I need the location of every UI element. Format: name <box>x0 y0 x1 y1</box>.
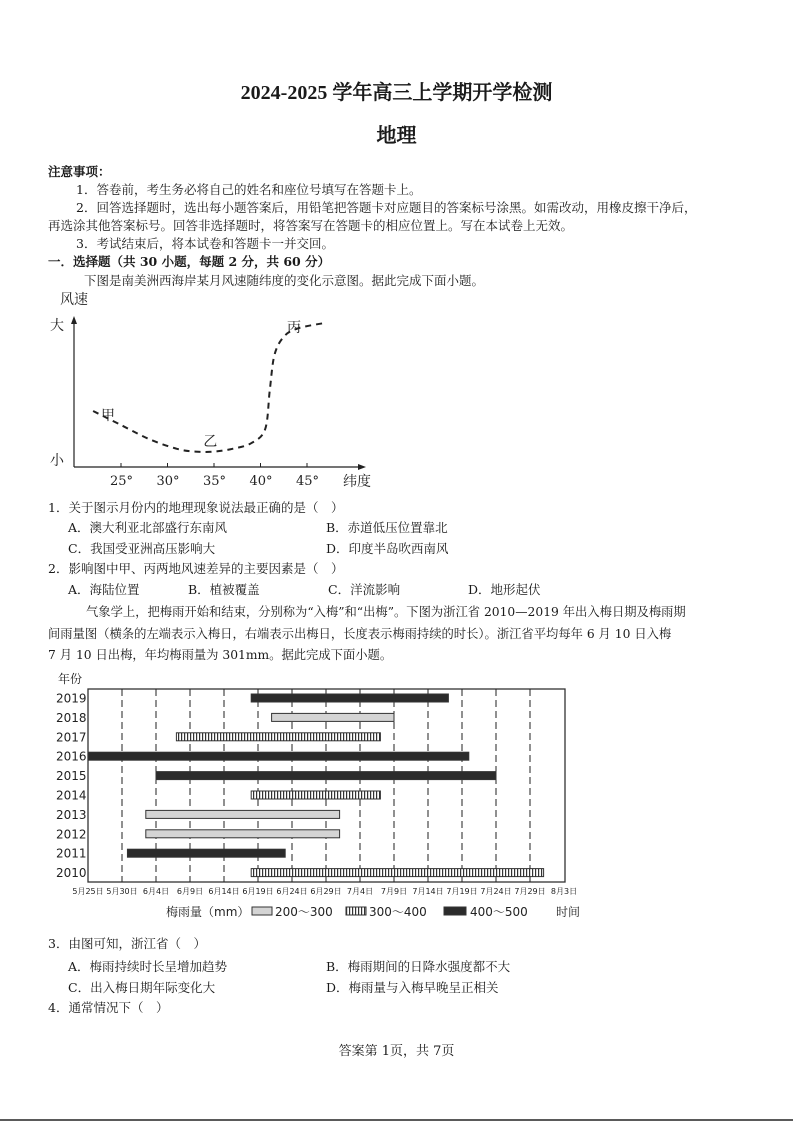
x-tick-label: 7月4日 <box>346 887 374 896</box>
meiyu-chart <box>40 668 600 924</box>
x-tick-label: 7月19日 <box>446 887 478 896</box>
x-axis-arrow-icon <box>358 464 366 470</box>
bar-2017 <box>176 733 380 741</box>
y-tick-low: 小 <box>50 453 64 469</box>
question-3-option-c[interactable]: C．出入梅日期年际变化大 <box>68 980 216 995</box>
x-axis-label: 时间 <box>556 905 581 919</box>
x-tick-label: 6月9日 <box>176 887 204 896</box>
question-3-option-a[interactable]: A．梅雨持续时长呈增加趋势 <box>68 959 228 974</box>
subject-title: 地理 <box>376 123 417 147</box>
year-label: 2019 <box>56 691 87 706</box>
curve-label-2: 乙 <box>203 434 218 450</box>
question-2-stem: 2．影响图中甲、丙两地风速差异的主要因素是（ ） <box>48 561 344 576</box>
question-3-stem: 3．由图可知，浙江省（ ） <box>48 936 206 951</box>
question-3-option-d[interactable]: D．梅雨量与入梅早晚呈正相关 <box>326 980 499 995</box>
passage-line-2: 间雨量图（横条的左端表示入梅日，右端表示出梅日，长度表示梅雨持续的时长）。浙江省平均每年 6 月 10 日入梅 <box>48 627 672 641</box>
x-tick-label: 5月25日 <box>72 887 104 896</box>
x-tick-label: 25° <box>110 474 134 489</box>
x-tick-label: 7月9日 <box>380 887 408 896</box>
exam-title: 2024-2025 学年高三上学期开学检测 <box>240 82 553 104</box>
legend-swatch-200-300 <box>252 907 272 915</box>
question-2-option-b[interactable]: B．植被覆盖 <box>188 582 260 597</box>
y-axis-label: 年份 <box>58 672 83 686</box>
question-1-option-b[interactable]: B．赤道低压位置靠北 <box>326 520 448 535</box>
x-tick-label: 5月30日 <box>106 887 138 896</box>
bar-2014 <box>251 791 380 799</box>
question-2-option-a[interactable]: A．海陆位置 <box>68 582 140 597</box>
bar-2012 <box>146 830 340 838</box>
year-label: 2018 <box>56 710 87 725</box>
x-axis-label: 纬度 <box>343 474 371 490</box>
section-intro: 下图是南美洲西海岸某月风速随纬度的变化示意图。据此完成下面小题。 <box>84 273 485 288</box>
page-bottom-rule <box>0 1119 793 1121</box>
year-label: 2016 <box>56 749 87 764</box>
x-tick-label: 7月29日 <box>514 887 546 896</box>
bar-2018 <box>272 713 394 721</box>
x-tick-label: 6月29日 <box>310 887 342 896</box>
bar-2013 <box>146 810 340 818</box>
x-tick-label: 8月3日 <box>550 887 578 896</box>
year-label: 2011 <box>56 846 87 861</box>
x-tick-label: 7月24日 <box>480 887 512 896</box>
legend-label-400-500: 400～500 <box>470 905 528 919</box>
notice-heading: 注意事项： <box>48 164 111 179</box>
x-tick-label: 7月14日 <box>412 887 444 896</box>
wind-speed-curve <box>93 323 326 452</box>
question-2-option-d[interactable]: D．地形起伏 <box>468 582 541 597</box>
passage-line-3: 7 月 10 日出梅，年均梅雨量为 301mm。据此完成下面小题。 <box>48 648 393 662</box>
legend-label-200-300: 200～300 <box>275 905 333 919</box>
year-label: 2010 <box>56 866 87 881</box>
question-1-stem: 1．关于图示月份内的地理现象说法最正确的是（ ） <box>48 500 344 515</box>
notice-item-2: 2．回答选择题时，选出每小题答案后，用铅笔把答题卡对应题目的答案标号涂黑。如需改动，用橡皮擦干净后， <box>76 200 697 215</box>
x-tick-label: 6月24日 <box>276 887 308 896</box>
bar-2019 <box>251 694 448 702</box>
curve-label-3: 丙 <box>287 320 302 336</box>
question-1-option-d[interactable]: D．印度半岛吹西南风 <box>326 541 449 556</box>
y-tick-high: 大 <box>50 318 64 334</box>
legend-label-300-400: 300～400 <box>369 905 427 919</box>
x-tick-label: 45° <box>296 474 320 489</box>
wind-speed-chart <box>40 285 380 495</box>
x-tick-label: 35° <box>203 474 227 489</box>
section-heading: 一．选择题（共 30 小题，每题 2 分，共 60 分） <box>48 254 331 269</box>
x-tick-label: 30° <box>156 474 180 489</box>
question-4-stem: 4．通常情况下（ ） <box>48 1000 169 1015</box>
question-1-option-c[interactable]: C．我国受亚洲高压影响大 <box>68 541 216 556</box>
x-tick-label: 6月19日 <box>242 887 274 896</box>
year-label: 2017 <box>56 730 87 745</box>
notice-item-1: 1．答卷前，考生务必将自己的姓名和座位号填写在答题卡上。 <box>76 182 422 197</box>
bar-2016 <box>88 752 469 760</box>
passage-line-1: 气象学上，把梅雨开始和结束，分别称为“入梅”和“出梅”。下图为浙江省 2010—2019 年出入梅日期及梅雨期 <box>86 605 686 619</box>
question-1-option-a[interactable]: A．澳大利亚北部盛行东南风 <box>68 520 228 535</box>
legend-swatch-300-400 <box>346 907 366 915</box>
y-axis-label: 风速 <box>60 292 88 308</box>
curve-label-1: 甲 <box>101 408 116 424</box>
page-footer: 答案第 1页，共 7页 <box>338 1044 455 1059</box>
question-2-option-c[interactable]: C．洋流影响 <box>328 582 401 597</box>
notice-item-3: 3．考试结束后，将本试卷和答题卡一并交回。 <box>76 236 334 251</box>
year-label: 2014 <box>56 788 87 803</box>
legend-swatch-400-500 <box>444 907 466 915</box>
bar-2015 <box>156 772 496 780</box>
bar-2011 <box>127 849 285 857</box>
question-3-option-b[interactable]: B．梅雨期间的日降水强度都不大 <box>326 959 511 974</box>
x-tick-label: 6月4日 <box>142 887 170 896</box>
year-label: 2015 <box>56 769 87 784</box>
year-label: 2012 <box>56 827 87 842</box>
x-tick-label: 6月14日 <box>208 887 240 896</box>
year-label: 2013 <box>56 807 87 822</box>
legend-title: 梅雨量（mm） <box>166 905 250 919</box>
bar-2010 <box>251 869 543 877</box>
y-axis-arrow-icon <box>71 316 77 324</box>
x-tick-label: 40° <box>249 474 273 489</box>
notice-item-2-cont: 再选涂其他答案标号。回答非选择题时，将答案写在答题卡的相应位置上。写在本试卷上无效。 <box>48 218 574 233</box>
